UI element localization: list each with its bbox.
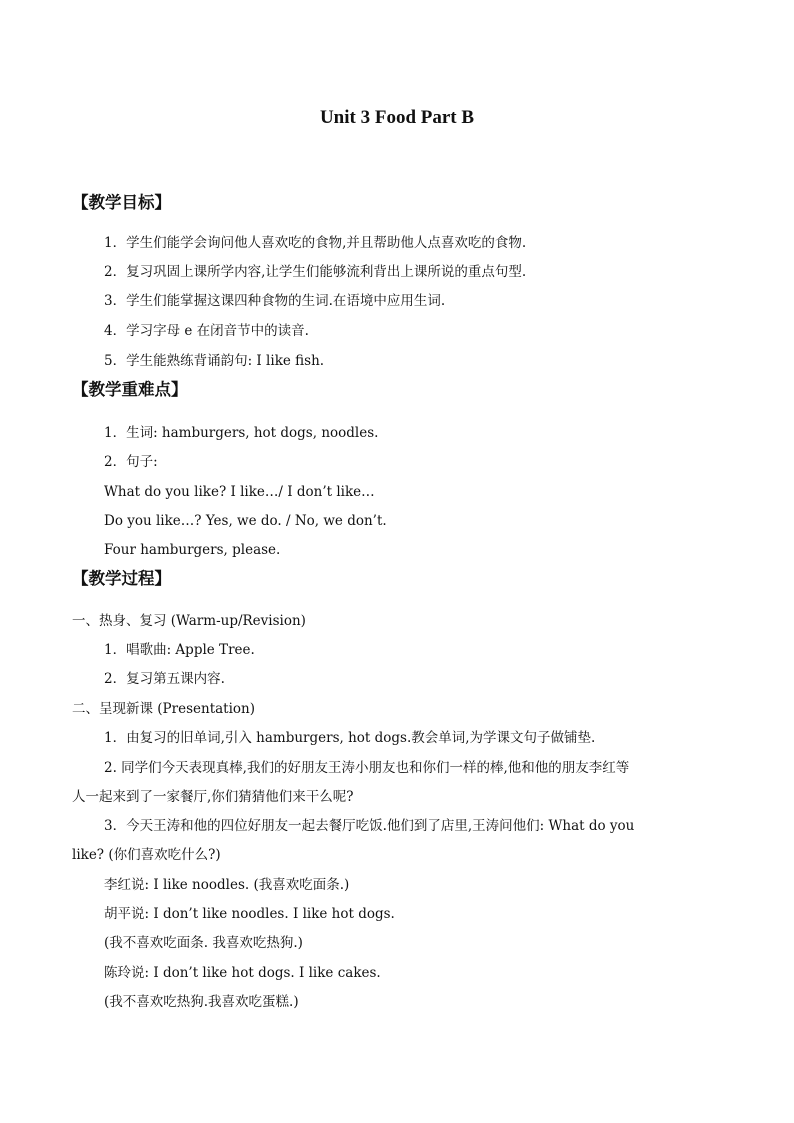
key-point-item: What do you like? I like…/ I don’t like… [104,484,375,500]
section-heading-key-points: 【教学重难点】 [72,380,188,399]
dialogue-line: (我不喜欢吃面条. 我喜欢吃热狗.) [104,935,303,951]
process-item: 1．由复习的旧单词,引入 hamburgers, hot dogs.教会单词,为学课文句子做铺垫. [104,730,596,746]
process-item-continued: 人一起来到了一家餐厅,你们猜猜他们来干么呢? [72,789,354,805]
process-item-continued: like? (你们喜欢吃什么?) [72,847,221,863]
goal-item: 4．学习字母 e 在闭音节中的读音. [104,323,309,339]
process-item: 2．复习第五课内容. [104,671,225,687]
key-point-item: Do you like…? Yes, we do. / No, we don’t. [104,513,387,529]
dialogue-line: 陈玲说: I don’t like hot dogs. I like cakes. [104,965,381,981]
dialogue-line: 胡平说: I don’t like noodles. I like hot dogs. [104,906,395,922]
section-heading-process: 【教学过程】 [72,569,171,588]
process-item: 1．唱歌曲: Apple Tree. [104,642,255,658]
process-item: 2. 同学们今天表现真棒,我们的好朋友王涛小朋友也和你们一样的棒,他和他的朋友李红等 [104,760,630,776]
goal-item: 3．学生们能掌握这课四种食物的生词.在语境中应用生词. [104,293,446,309]
goal-item: 5．学生能熟练背诵韵句: I like fish. [104,353,325,369]
process-item: 3．今天王涛和他的四位好朋友一起去餐厅吃饭.他们到了店里,王涛问他们: What do you [104,818,635,834]
section-heading-goals: 【教学目标】 [72,193,171,212]
key-point-item: 1．生词: hamburgers, hot dogs, noodles. [104,425,379,441]
document-title: Unit 3 Food Part B [319,107,475,128]
key-point-item: 2．句子: [104,454,158,470]
goal-item: 1．学生们能学会询问他人喜欢吃的食物,并且帮助他人点喜欢吃的食物. [104,235,527,251]
dialogue-line: 李红说: I like noodles. (我喜欢吃面条.) [104,877,350,893]
key-point-item: Four hamburgers, please. [104,542,281,558]
process-part-title: 一、热身、复习 (Warm-up/Revision) [72,613,306,629]
dialogue-line: (我不喜欢吃热狗.我喜欢吃蛋糕.) [104,994,299,1010]
goal-item: 2．复习巩固上课所学内容,让学生们能够流利背出上课所说的重点句型. [104,264,527,280]
process-part-title: 二、呈现新课 (Presentation) [72,701,256,717]
